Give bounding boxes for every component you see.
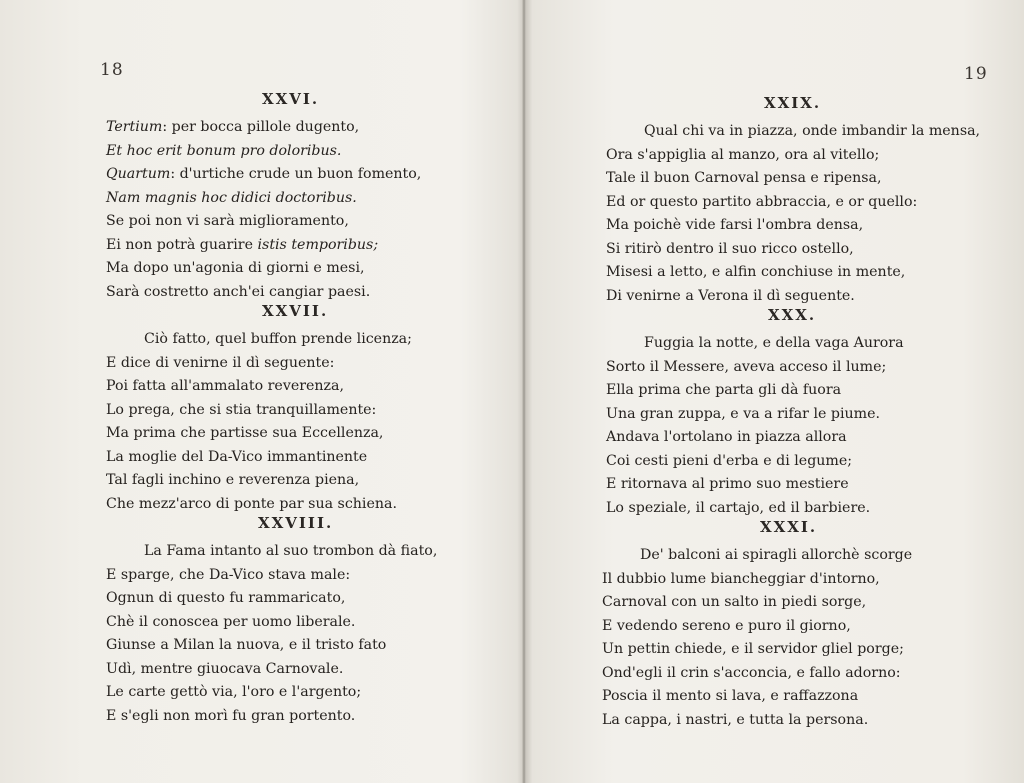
verse-text: Ed or questo partito abbraccia, e or quello: [606, 193, 918, 210]
verse-text: Che mezz'arco di ponte par sua schiena. [106, 495, 397, 512]
verse-text: Una gran zuppa, e va a rifar le piume. [606, 405, 881, 422]
verse-text: Andava l'ortolano in piazza allora [606, 429, 847, 445]
verse-line [106, 187, 421, 211]
verse-line [606, 473, 904, 497]
verse-text: Nam magnis hoc didici doctoribus. [106, 189, 357, 206]
verse-line [106, 540, 437, 564]
verse-text: E ritornava al primo suo mestiere [606, 476, 849, 492]
verse-text: Il dubbio lume biancheggiar d'intorno, [602, 570, 880, 587]
verse-text: Ognun di questo fu rammaricato, [106, 590, 346, 606]
stanza-verse [602, 544, 912, 732]
verse-line [606, 379, 904, 403]
verse-line [606, 285, 980, 309]
verse-line [606, 167, 980, 191]
verse-line [106, 469, 412, 493]
verse-text: Qual chi va in piazza, onde imbandir la mensa, [644, 123, 981, 139]
verse-text: : d'urtiche crude un buon fomento, [170, 166, 422, 182]
verse-line [606, 261, 980, 285]
verse-line [602, 662, 912, 686]
stanza-verse [106, 540, 437, 728]
verse-line [106, 446, 412, 470]
verse-line [106, 705, 437, 729]
verse-line [106, 163, 421, 187]
verse-text: Lo speziale, il cartajo, ed il barbiere. [606, 499, 871, 516]
verse-line [106, 352, 412, 376]
verse-text: Tertium [106, 119, 163, 135]
verse-line [606, 191, 980, 215]
verse-line [602, 544, 912, 568]
verse-text: Poi fatta all'ammalato reverenza, [106, 378, 344, 394]
verse-line [602, 709, 912, 733]
verse-line [106, 634, 437, 658]
verse-text: Ma poichè vide farsi l'ombra densa, [606, 217, 864, 233]
verse-text: Ond'egli il crin s'acconcia, e fallo adorno: [602, 664, 901, 681]
verse-text: Fuggia la notte, e della vaga Aurora [644, 335, 904, 351]
verse-text: Le carte gettò via, l'oro e l'argento; [106, 684, 362, 700]
verse-text: Misesi a letto, e alfin conchiuse in mente, [606, 264, 906, 280]
verse-line [106, 422, 412, 446]
verse-line [602, 685, 912, 709]
verse-text: Poscia il mento si lava, e raffazzona [602, 688, 859, 704]
verse-text: Ora s'appiglia al manzo, ora al vitello; [606, 146, 880, 163]
verse-text: Ei non potrà guarire [106, 236, 258, 253]
verse-text: Chè il conoscea per uomo liberale. [106, 613, 356, 630]
verse-text: E sparge, che Da-Vico stava male: [106, 566, 351, 583]
verse-line [106, 564, 437, 588]
verse-line [602, 615, 912, 639]
stanza-title: XXX. [768, 306, 817, 324]
verse-text: Giunse a Milan la nuova, e il tristo fato [106, 637, 387, 653]
verse-text: Et hoc erit bonum pro doloribus. [106, 142, 342, 159]
verse-text: Carnoval con un salto in piedi sorge, [602, 594, 867, 610]
stanza-verse [106, 328, 412, 516]
verse-text: Se poi non vi sarà miglioramento, [106, 213, 349, 229]
stanza-title: XXVII. [262, 302, 329, 320]
verse-text: Udì, mentre giuocava Carnovale. [106, 660, 344, 677]
verse-line [106, 375, 412, 399]
verse-text: La moglie del Da-Vico immantinente [106, 448, 368, 465]
verse-text: E s'egli non morì fu gran portento. [106, 707, 356, 724]
verse-text: Tale il buon Carnoval pensa e ripensa, [606, 170, 882, 186]
verse-line [606, 403, 904, 427]
verse-text: Sarà costretto anch'ei cangiar paesi. [106, 283, 371, 300]
verse-text: Di venirne a Verona il dì seguente. [606, 287, 855, 304]
verse-line [106, 493, 412, 517]
verse-text: Ella prima che parta gli dà fuora [606, 382, 842, 398]
verse-line [606, 426, 904, 450]
verse-line [106, 328, 412, 352]
verse-text: La cappa, i nastri, e tutta la persona. [602, 711, 869, 728]
verse-text: Lo prega, che si stia tranquillamente: [106, 401, 377, 418]
verse-line [106, 140, 421, 164]
verse-text: E dice di venirne il dì seguente: [106, 354, 335, 371]
verse-line [106, 281, 421, 305]
verse-text: Si ritirò dentro il suo ricco ostello, [606, 240, 854, 257]
verse-text: La Fama intanto al suo trombon dà fiato, [144, 543, 438, 559]
verse-line [602, 568, 912, 592]
stanza-verse [106, 116, 421, 304]
verse-line [106, 611, 437, 635]
stanza-title: XXVI. [262, 90, 320, 108]
verse-line [106, 116, 421, 140]
verse-line [602, 638, 912, 662]
book-gutter [522, 0, 526, 783]
verse-text: Ma prima che partisse sua Eccellenza, [106, 425, 384, 441]
verse-text: Ciò fatto, quel buffon prende licenza; [144, 331, 412, 347]
verse-line [606, 356, 904, 380]
verse-line [106, 234, 421, 258]
verse-line [606, 497, 904, 521]
stanza-verse [606, 332, 904, 520]
verse-text: E vedendo sereno e puro il giorno, [602, 617, 851, 634]
verse-line [606, 450, 904, 474]
verse-line [606, 120, 980, 144]
verse-text: Ma dopo un'agonia di giorni e mesi, [106, 260, 365, 276]
verse-text: Un pettin chiede, e il servidor gliel porge; [602, 641, 904, 657]
verse-text: istis temporibus; [257, 236, 379, 253]
verse-line [606, 214, 980, 238]
right-page [528, 0, 1024, 783]
verse-line [106, 681, 437, 705]
stanza-title: XXVIII. [258, 514, 334, 532]
verse-line [106, 587, 437, 611]
stanza-verse [606, 120, 980, 308]
verse-line [606, 238, 980, 262]
verse-text: Quartum [106, 166, 171, 182]
stanza-title: XXIX. [764, 94, 822, 112]
verse-text: De' balconi ai spiragli allorchè scorge [640, 547, 913, 563]
verse-text: Coi cesti pieni d'erba e di legume; [606, 452, 853, 469]
verse-text: Sorto il Messere, aveva acceso il lume; [606, 358, 887, 375]
verse-line [106, 658, 437, 682]
verse-line [106, 257, 421, 281]
verse-line [606, 144, 980, 168]
page-number-left: 18 [100, 60, 124, 80]
verse-line [606, 332, 904, 356]
stanza-title: XXXI. [760, 518, 818, 536]
verse-line [106, 210, 421, 234]
verse-line [106, 399, 412, 423]
verse-text: : per bocca pillole dugento, [162, 119, 360, 135]
verse-text: Tal fagli inchino e reverenza piena, [106, 472, 360, 488]
verse-line [602, 591, 912, 615]
page-number-right: 19 [964, 64, 988, 84]
